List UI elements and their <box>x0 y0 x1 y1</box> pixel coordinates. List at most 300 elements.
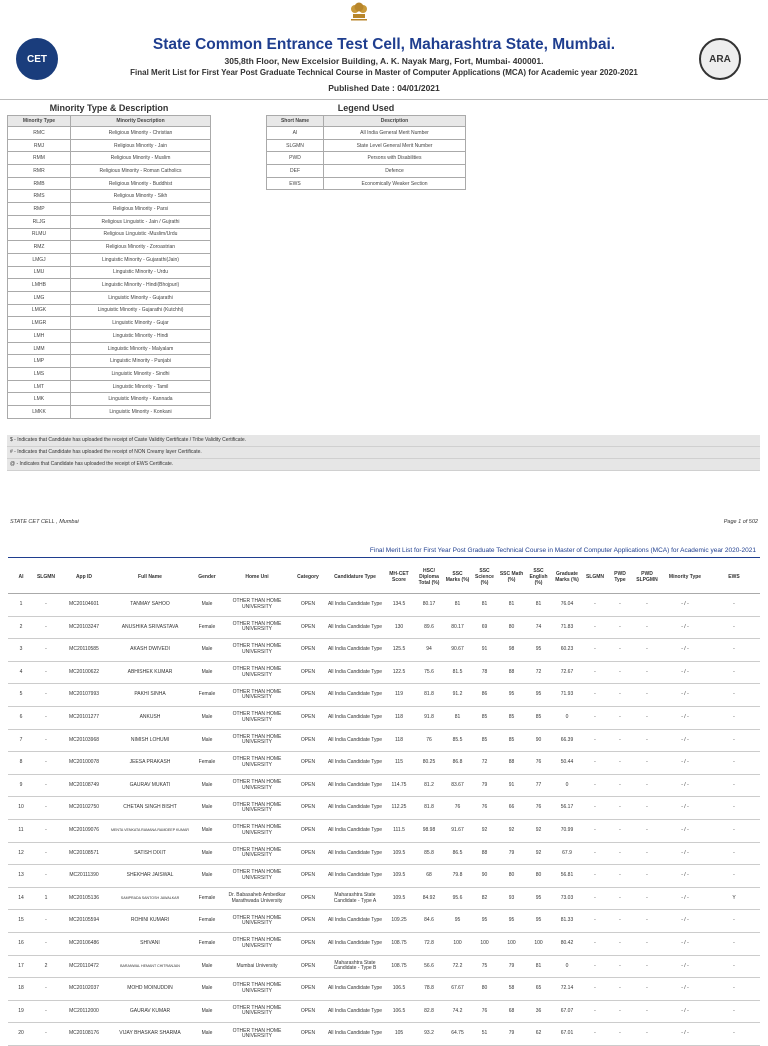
header-ssc-math: SSC Math (%) <box>498 560 525 594</box>
minority-type: RMP <box>8 203 71 216</box>
cell-ssc-marks: 80.17 <box>444 616 471 639</box>
cell-gender: Male <box>190 955 224 978</box>
cell-full-name: SATISH DIXIT <box>110 842 190 865</box>
cell-ai: 16 <box>8 932 34 955</box>
minority-row <box>8 253 211 266</box>
minority-description: Linguistic Minority - Hindi(Bhojpuri) <box>71 279 211 292</box>
cell-ai: 4 <box>8 661 34 684</box>
cell-ssc-marks: 91.67 <box>444 819 471 842</box>
cell-full-name: BARANWAL HEMANT CHITRANJAN <box>110 955 190 978</box>
cell-hsc-total: 81.8 <box>414 797 444 820</box>
cell-mhcet-score: 109.5 <box>384 887 414 910</box>
cell-candidature-type: All India Candidate Type <box>326 752 384 775</box>
minority-type: LMK <box>8 393 71 406</box>
cell-minority-type: - / - <box>662 1000 708 1023</box>
legend-short-name: AI <box>267 127 324 140</box>
cell-app-id: MC20108749 <box>58 774 110 797</box>
cell-gender: Female <box>190 684 224 707</box>
cell-pwd-slpgmn: - <box>632 661 662 684</box>
cell-candidature-type: All India Candidate Type <box>326 774 384 797</box>
published-date: Published Date : 04/01/2021 <box>328 83 440 93</box>
cell-ssc-marks: 72.2 <box>444 955 471 978</box>
cell-minority-type: - / - <box>662 887 708 910</box>
minority-row <box>8 380 211 393</box>
table-row <box>8 752 760 775</box>
cell-ssc-math: 58 <box>498 978 525 1001</box>
legend-description: Economically Weaker Section <box>324 177 466 190</box>
legend-description: Defence <box>324 165 466 178</box>
cell-ai: 12 <box>8 842 34 865</box>
cell-ssc-math: 79 <box>498 955 525 978</box>
minority-description: Linguistic Minority - Sindhi <box>71 368 211 381</box>
cell-ssc-science: 72 <box>471 752 498 775</box>
cell-gender: Female <box>190 932 224 955</box>
cell-candidature-type: All India Candidate Type <box>326 842 384 865</box>
cell-slgmn: - <box>34 1000 58 1023</box>
cell-slgmn-2: - <box>582 1023 608 1046</box>
cell-pwd-slpgmn: - <box>632 1023 662 1046</box>
minority-col-description: Minority Description <box>71 116 211 127</box>
cell-ssc-english: 76 <box>525 752 552 775</box>
minority-type: RMC <box>8 127 71 140</box>
minority-description: Linguistic Minority - Gujarathi (Kutchhi) <box>71 304 211 317</box>
cell-ssc-marks: 81 <box>444 594 471 617</box>
minority-type: LMGK <box>8 304 71 317</box>
cell-ssc-science: 100 <box>471 932 498 955</box>
cell-mhcet-score: 109.5 <box>384 865 414 888</box>
note-non-creamy: # - Indicates that Candidate has uploaded the receipt of NON Creamy layer Certificate. <box>7 447 760 459</box>
cell-hsc-total: 68 <box>414 865 444 888</box>
cell-gender: Male <box>190 661 224 684</box>
minority-type: LMT <box>8 380 71 393</box>
legend-row <box>267 165 466 178</box>
cell-pwd-slpgmn: - <box>632 819 662 842</box>
header-hsc-total: HSC/ Diploma Total (%) <box>414 560 444 594</box>
minority-description: Religious Minority - Jain <box>71 139 211 152</box>
cell-minority-type: - / - <box>662 1023 708 1046</box>
minority-type: RLMU <box>8 228 71 241</box>
cell-ssc-science: 76 <box>471 797 498 820</box>
cell-minority-type: - / - <box>662 752 708 775</box>
cell-ssc-english: 74 <box>525 616 552 639</box>
cell-category: OPEN <box>290 616 326 639</box>
cell-home-uni: Mumbai University <box>224 955 290 978</box>
address: 305,8th Floor, New Excelsior Building, A. K. Nayak Marg, Fort, Mumbai- 400001. <box>224 56 544 66</box>
cell-ssc-english: 92 <box>525 819 552 842</box>
cell-ssc-science: 86 <box>471 684 498 707</box>
cell-ews: - <box>708 616 760 639</box>
cell-category: OPEN <box>290 684 326 707</box>
header-graduate-marks: Graduate Marks (%) <box>552 560 582 594</box>
cell-ssc-marks: 86.5 <box>444 842 471 865</box>
cell-category: OPEN <box>290 865 326 888</box>
cell-ssc-math: 98 <box>498 639 525 662</box>
cell-minority-type: - / - <box>662 684 708 707</box>
minority-row <box>8 241 211 254</box>
cell-mhcet-score: 108.75 <box>384 932 414 955</box>
cell-ssc-science: 95 <box>471 910 498 933</box>
cell-pwd-slpgmn: - <box>632 684 662 707</box>
cell-category: OPEN <box>290 955 326 978</box>
cell-graduate-marks: 0 <box>552 955 582 978</box>
cell-pwd-type: - <box>608 729 632 752</box>
cell-graduate-marks: 67.9 <box>552 842 582 865</box>
minority-description: Linguistic Minority - Gujarathi <box>71 291 211 304</box>
cell-home-uni: OTHER THAN HOME UNIVERSITY <box>224 1000 290 1023</box>
cell-minority-type: - / - <box>662 639 708 662</box>
cell-ssc-math: 95 <box>498 684 525 707</box>
cell-ssc-math: 92 <box>498 819 525 842</box>
minority-description: Religious Linguistic - Jain / Gujrathi <box>71 215 211 228</box>
table-row <box>8 684 760 707</box>
header-minority-type: Minority Type <box>662 560 708 594</box>
cell-slgmn-2: - <box>582 842 608 865</box>
cell-ssc-marks: 95.6 <box>444 887 471 910</box>
cell-ssc-english: 95 <box>525 887 552 910</box>
cell-candidature-type: All India Candidate Type <box>326 594 384 617</box>
cell-pwd-type: - <box>608 842 632 865</box>
minority-row <box>8 393 211 406</box>
cet-logo: CET <box>16 38 58 80</box>
cell-full-name: ANUSHIKA SRIVASTAVA <box>110 616 190 639</box>
minority-description: Linguistic Minority - Malyalam <box>71 342 211 355</box>
cell-ai: 9 <box>8 774 34 797</box>
cell-minority-type: - / - <box>662 797 708 820</box>
header-ssc-english: SSC English (%) <box>525 560 552 594</box>
cell-graduate-marks: 70.99 <box>552 819 582 842</box>
cell-app-id: MC20100622 <box>58 661 110 684</box>
cell-ews: - <box>708 684 760 707</box>
legend-row <box>267 152 466 165</box>
cell-candidature-type: All India Candidate Type <box>326 684 384 707</box>
table-row <box>8 774 760 797</box>
cell-pwd-slpgmn: - <box>632 955 662 978</box>
cell-pwd-type: - <box>608 616 632 639</box>
cell-pwd-slpgmn: - <box>632 842 662 865</box>
cell-ssc-english: 62 <box>525 1023 552 1046</box>
cell-minority-type: - / - <box>662 616 708 639</box>
cell-ssc-science: 85 <box>471 706 498 729</box>
cell-candidature-type: All India Candidate Type <box>326 729 384 752</box>
cell-pwd-slpgmn: - <box>632 594 662 617</box>
cell-ssc-english: 95 <box>525 684 552 707</box>
cell-ssc-english: 76 <box>525 797 552 820</box>
cell-full-name: PAKHI SINHA <box>110 684 190 707</box>
cell-ai: 18 <box>8 978 34 1001</box>
minority-type: LMGR <box>8 317 71 330</box>
cell-ssc-marks: 64.75 <box>444 1023 471 1046</box>
cell-home-uni: OTHER THAN HOME UNIVERSITY <box>224 865 290 888</box>
cell-pwd-type: - <box>608 594 632 617</box>
cell-app-id: MC20111390 <box>58 865 110 888</box>
cell-slgmn: - <box>34 1023 58 1046</box>
cell-mhcet-score: 118 <box>384 729 414 752</box>
cell-ssc-english: 100 <box>525 932 552 955</box>
cell-graduate-marks: 66.39 <box>552 729 582 752</box>
minority-type: RMS <box>8 190 71 203</box>
cell-minority-type: - / - <box>662 594 708 617</box>
cell-category: OPEN <box>290 706 326 729</box>
minority-row <box>8 291 211 304</box>
cell-ai: 10 <box>8 797 34 820</box>
legend-description: State Level General Merit Number <box>324 139 466 152</box>
cell-ssc-science: 79 <box>471 774 498 797</box>
cell-ssc-math: 85 <box>498 706 525 729</box>
minority-row <box>8 279 211 292</box>
cell-ssc-english: 90 <box>525 729 552 752</box>
cell-gender: Male <box>190 865 224 888</box>
cell-hsc-total: 89.6 <box>414 616 444 639</box>
cell-app-id: MC20105594 <box>58 910 110 933</box>
cell-graduate-marks: 56.81 <box>552 865 582 888</box>
minority-type: RMJ <box>8 139 71 152</box>
legend-description: All India General Merit Number <box>324 127 466 140</box>
cell-hsc-total: 78.8 <box>414 978 444 1001</box>
cell-full-name: SHEKHAR JAISWAL <box>110 865 190 888</box>
cell-slgmn-2: - <box>582 1000 608 1023</box>
cell-full-name: MENTA VENKATA RAMANA RAMDEEP KUMAR <box>110 819 190 842</box>
cell-slgmn-2: - <box>582 774 608 797</box>
cell-graduate-marks: 67.07 <box>552 1000 582 1023</box>
cell-minority-type: - / - <box>662 706 708 729</box>
cell-mhcet-score: 115 <box>384 752 414 775</box>
minority-type: LMP <box>8 355 71 368</box>
cell-ews: - <box>708 639 760 662</box>
table-row <box>8 1000 760 1023</box>
cell-app-id: MC20100078 <box>58 752 110 775</box>
cell-category: OPEN <box>290 639 326 662</box>
cell-gender: Male <box>190 978 224 1001</box>
cell-hsc-total: 56.6 <box>414 955 444 978</box>
cell-ews: - <box>708 774 760 797</box>
cell-slgmn: - <box>34 706 58 729</box>
cell-ssc-marks: 95 <box>444 910 471 933</box>
cell-ssc-math: 80 <box>498 616 525 639</box>
minority-description: Linguistic Minority - Tamil <box>71 380 211 393</box>
cell-pwd-type: - <box>608 819 632 842</box>
cell-hsc-total: 84.92 <box>414 887 444 910</box>
header-gender: Gender <box>190 560 224 594</box>
legend-table <box>266 115 466 190</box>
header-slgmn-2: SLGMN <box>582 560 608 594</box>
cell-slgmn-2: - <box>582 661 608 684</box>
cell-graduate-marks: 71.93 <box>552 684 582 707</box>
cell-candidature-type: All India Candidate Type <box>326 639 384 662</box>
minority-description: Religious Minority - Christian <box>71 127 211 140</box>
cell-candidature-type: All India Candidate Type <box>326 797 384 820</box>
cell-ssc-english: 95 <box>525 639 552 662</box>
table-row <box>8 978 760 1001</box>
legend-row <box>267 127 466 140</box>
cell-ssc-marks: 81.5 <box>444 661 471 684</box>
cell-candidature-type: All India Candidate Type <box>326 978 384 1001</box>
table-row <box>8 865 760 888</box>
table-row <box>8 616 760 639</box>
cell-slgmn-2: - <box>582 706 608 729</box>
cell-graduate-marks: 76.04 <box>552 594 582 617</box>
cell-ssc-math: 80 <box>498 865 525 888</box>
cell-ssc-science: 92 <box>471 819 498 842</box>
cell-ssc-math: 68 <box>498 1000 525 1023</box>
cell-home-uni: OTHER THAN HOME UNIVERSITY <box>224 1023 290 1046</box>
cell-pwd-type: - <box>608 661 632 684</box>
cell-ews: - <box>708 752 760 775</box>
cell-ai: 20 <box>8 1023 34 1046</box>
cell-minority-type: - / - <box>662 819 708 842</box>
cell-slgmn: - <box>34 752 58 775</box>
cell-ssc-marks: 91.2 <box>444 684 471 707</box>
minority-row <box>8 215 211 228</box>
page-subtitle: Final Merit List for First Year Post Graduate Technical Course in Master of Computer Applications (MCA) for Academic year 2020-2021 <box>130 68 638 77</box>
cell-graduate-marks: 72.67 <box>552 661 582 684</box>
cell-full-name: SAMPRADA SANTOSH JAWALKAR <box>110 887 190 910</box>
cell-app-id: MC20107993 <box>58 684 110 707</box>
minority-type: RMZ <box>8 241 71 254</box>
cell-app-id: MC20103247 <box>58 616 110 639</box>
cell-pwd-slpgmn: - <box>632 774 662 797</box>
minority-description: Linguistic Minority - Hindi <box>71 330 211 343</box>
table-row <box>8 887 760 910</box>
cell-mhcet-score: 109.5 <box>384 842 414 865</box>
cell-mhcet-score: 122.5 <box>384 661 414 684</box>
cell-slgmn: - <box>34 910 58 933</box>
minority-description: Linguistic Minority - Kannada <box>71 393 211 406</box>
cell-ews: - <box>708 1023 760 1046</box>
cell-ssc-science: 81 <box>471 594 498 617</box>
cell-slgmn: - <box>34 819 58 842</box>
minority-description: Religious Minority - Sikh <box>71 190 211 203</box>
cell-ssc-marks: 76 <box>444 797 471 820</box>
legend-short-name: PWD <box>267 152 324 165</box>
cell-pwd-type: - <box>608 978 632 1001</box>
cell-graduate-marks: 0 <box>552 774 582 797</box>
cell-home-uni: OTHER THAN HOME UNIVERSITY <box>224 774 290 797</box>
divider <box>8 557 760 558</box>
cell-ews: - <box>708 955 760 978</box>
minority-row <box>8 139 211 152</box>
cell-gender: Male <box>190 639 224 662</box>
cell-slgmn-2: - <box>582 910 608 933</box>
cell-home-uni: OTHER THAN HOME UNIVERSITY <box>224 932 290 955</box>
cell-ai: 17 <box>8 955 34 978</box>
minority-description: Linguistic Minority - Gujar <box>71 317 211 330</box>
cell-app-id: MC20108571 <box>58 842 110 865</box>
cell-ssc-science: 90 <box>471 865 498 888</box>
minority-row <box>8 266 211 279</box>
cell-hsc-total: 72.8 <box>414 932 444 955</box>
cell-ews: - <box>708 594 760 617</box>
minority-description: Linguistic Minority - Punjabi <box>71 355 211 368</box>
cell-pwd-slpgmn: - <box>632 752 662 775</box>
cell-gender: Female <box>190 887 224 910</box>
state-emblem-icon <box>347 0 371 22</box>
cell-app-id: MC20104601 <box>58 594 110 617</box>
cell-ai: 15 <box>8 910 34 933</box>
cell-ssc-marks: 74.2 <box>444 1000 471 1023</box>
cell-ews: - <box>708 865 760 888</box>
cell-hsc-total: 76 <box>414 729 444 752</box>
cell-category: OPEN <box>290 797 326 820</box>
cell-home-uni: OTHER THAN HOME UNIVERSITY <box>224 706 290 729</box>
minority-description: Religious Minority - Muslim <box>71 152 211 165</box>
cell-slgmn: 1 <box>34 887 58 910</box>
cell-gender: Female <box>190 616 224 639</box>
cell-slgmn: 2 <box>34 955 58 978</box>
minority-row <box>8 317 211 330</box>
cell-mhcet-score: 125.5 <box>384 639 414 662</box>
minority-row <box>8 152 211 165</box>
cell-minority-type: - / - <box>662 774 708 797</box>
cell-slgmn-2: - <box>582 819 608 842</box>
legend-row <box>267 177 466 190</box>
cell-full-name: GAURAV KUMAR <box>110 1000 190 1023</box>
cell-slgmn: - <box>34 978 58 1001</box>
minority-col-type: Minority Type <box>8 116 71 127</box>
ara-logo: ARA <box>699 38 741 80</box>
cell-minority-type: - / - <box>662 842 708 865</box>
cell-ssc-english: 65 <box>525 978 552 1001</box>
cell-minority-type: - / - <box>662 955 708 978</box>
cell-ssc-marks: 83.67 <box>444 774 471 797</box>
cell-hsc-total: 82.8 <box>414 1000 444 1023</box>
cell-pwd-slpgmn: - <box>632 616 662 639</box>
cell-ews: - <box>708 819 760 842</box>
minority-type: LMGJ <box>8 253 71 266</box>
cell-hsc-total: 98.98 <box>414 819 444 842</box>
table-row <box>8 910 760 933</box>
legend-short-name: EWS <box>267 177 324 190</box>
cell-full-name: AKASH DWIVEDI <box>110 639 190 662</box>
cell-slgmn-2: - <box>582 639 608 662</box>
cell-category: OPEN <box>290 819 326 842</box>
cell-ssc-science: 82 <box>471 887 498 910</box>
legend-description: Persons with Disabilities <box>324 152 466 165</box>
cell-category: OPEN <box>290 774 326 797</box>
cell-ssc-science: 51 <box>471 1023 498 1046</box>
cell-ssc-math: 79 <box>498 1023 525 1046</box>
cell-slgmn-2: - <box>582 616 608 639</box>
cell-app-id: MC20103968 <box>58 729 110 752</box>
cell-minority-type: - / - <box>662 865 708 888</box>
page-title: State Common Entrance Test Cell, Maharashtra State, Mumbai. <box>152 36 616 53</box>
cell-pwd-slpgmn: - <box>632 865 662 888</box>
table-row <box>8 819 760 842</box>
minority-description: Linguistic Minority - Konkani <box>71 406 211 419</box>
header-category: Category <box>290 560 326 594</box>
cell-full-name: MOHD MOINUDDIN <box>110 978 190 1001</box>
cell-full-name: GAURAV MUKATI <box>110 774 190 797</box>
cell-mhcet-score: 111.5 <box>384 819 414 842</box>
cell-ews: - <box>708 1000 760 1023</box>
minority-type: LMG <box>8 291 71 304</box>
cell-ssc-science: 88 <box>471 842 498 865</box>
cell-candidature-type: All India Candidate Type <box>326 865 384 888</box>
cell-graduate-marks: 72.14 <box>552 978 582 1001</box>
cell-ai: 7 <box>8 729 34 752</box>
cell-category: OPEN <box>290 1000 326 1023</box>
cell-category: OPEN <box>290 1023 326 1046</box>
cell-home-uni: OTHER THAN HOME UNIVERSITY <box>224 797 290 820</box>
minority-type: LMM <box>8 342 71 355</box>
cell-ssc-science: 75 <box>471 955 498 978</box>
cell-ssc-math: 95 <box>498 910 525 933</box>
cell-ssc-english: 85 <box>525 706 552 729</box>
cell-mhcet-score: 118 <box>384 706 414 729</box>
cell-ssc-science: 78 <box>471 661 498 684</box>
cell-slgmn-2: - <box>582 978 608 1001</box>
legend-short-name: DEF <box>267 165 324 178</box>
cell-mhcet-score: 109.25 <box>384 910 414 933</box>
